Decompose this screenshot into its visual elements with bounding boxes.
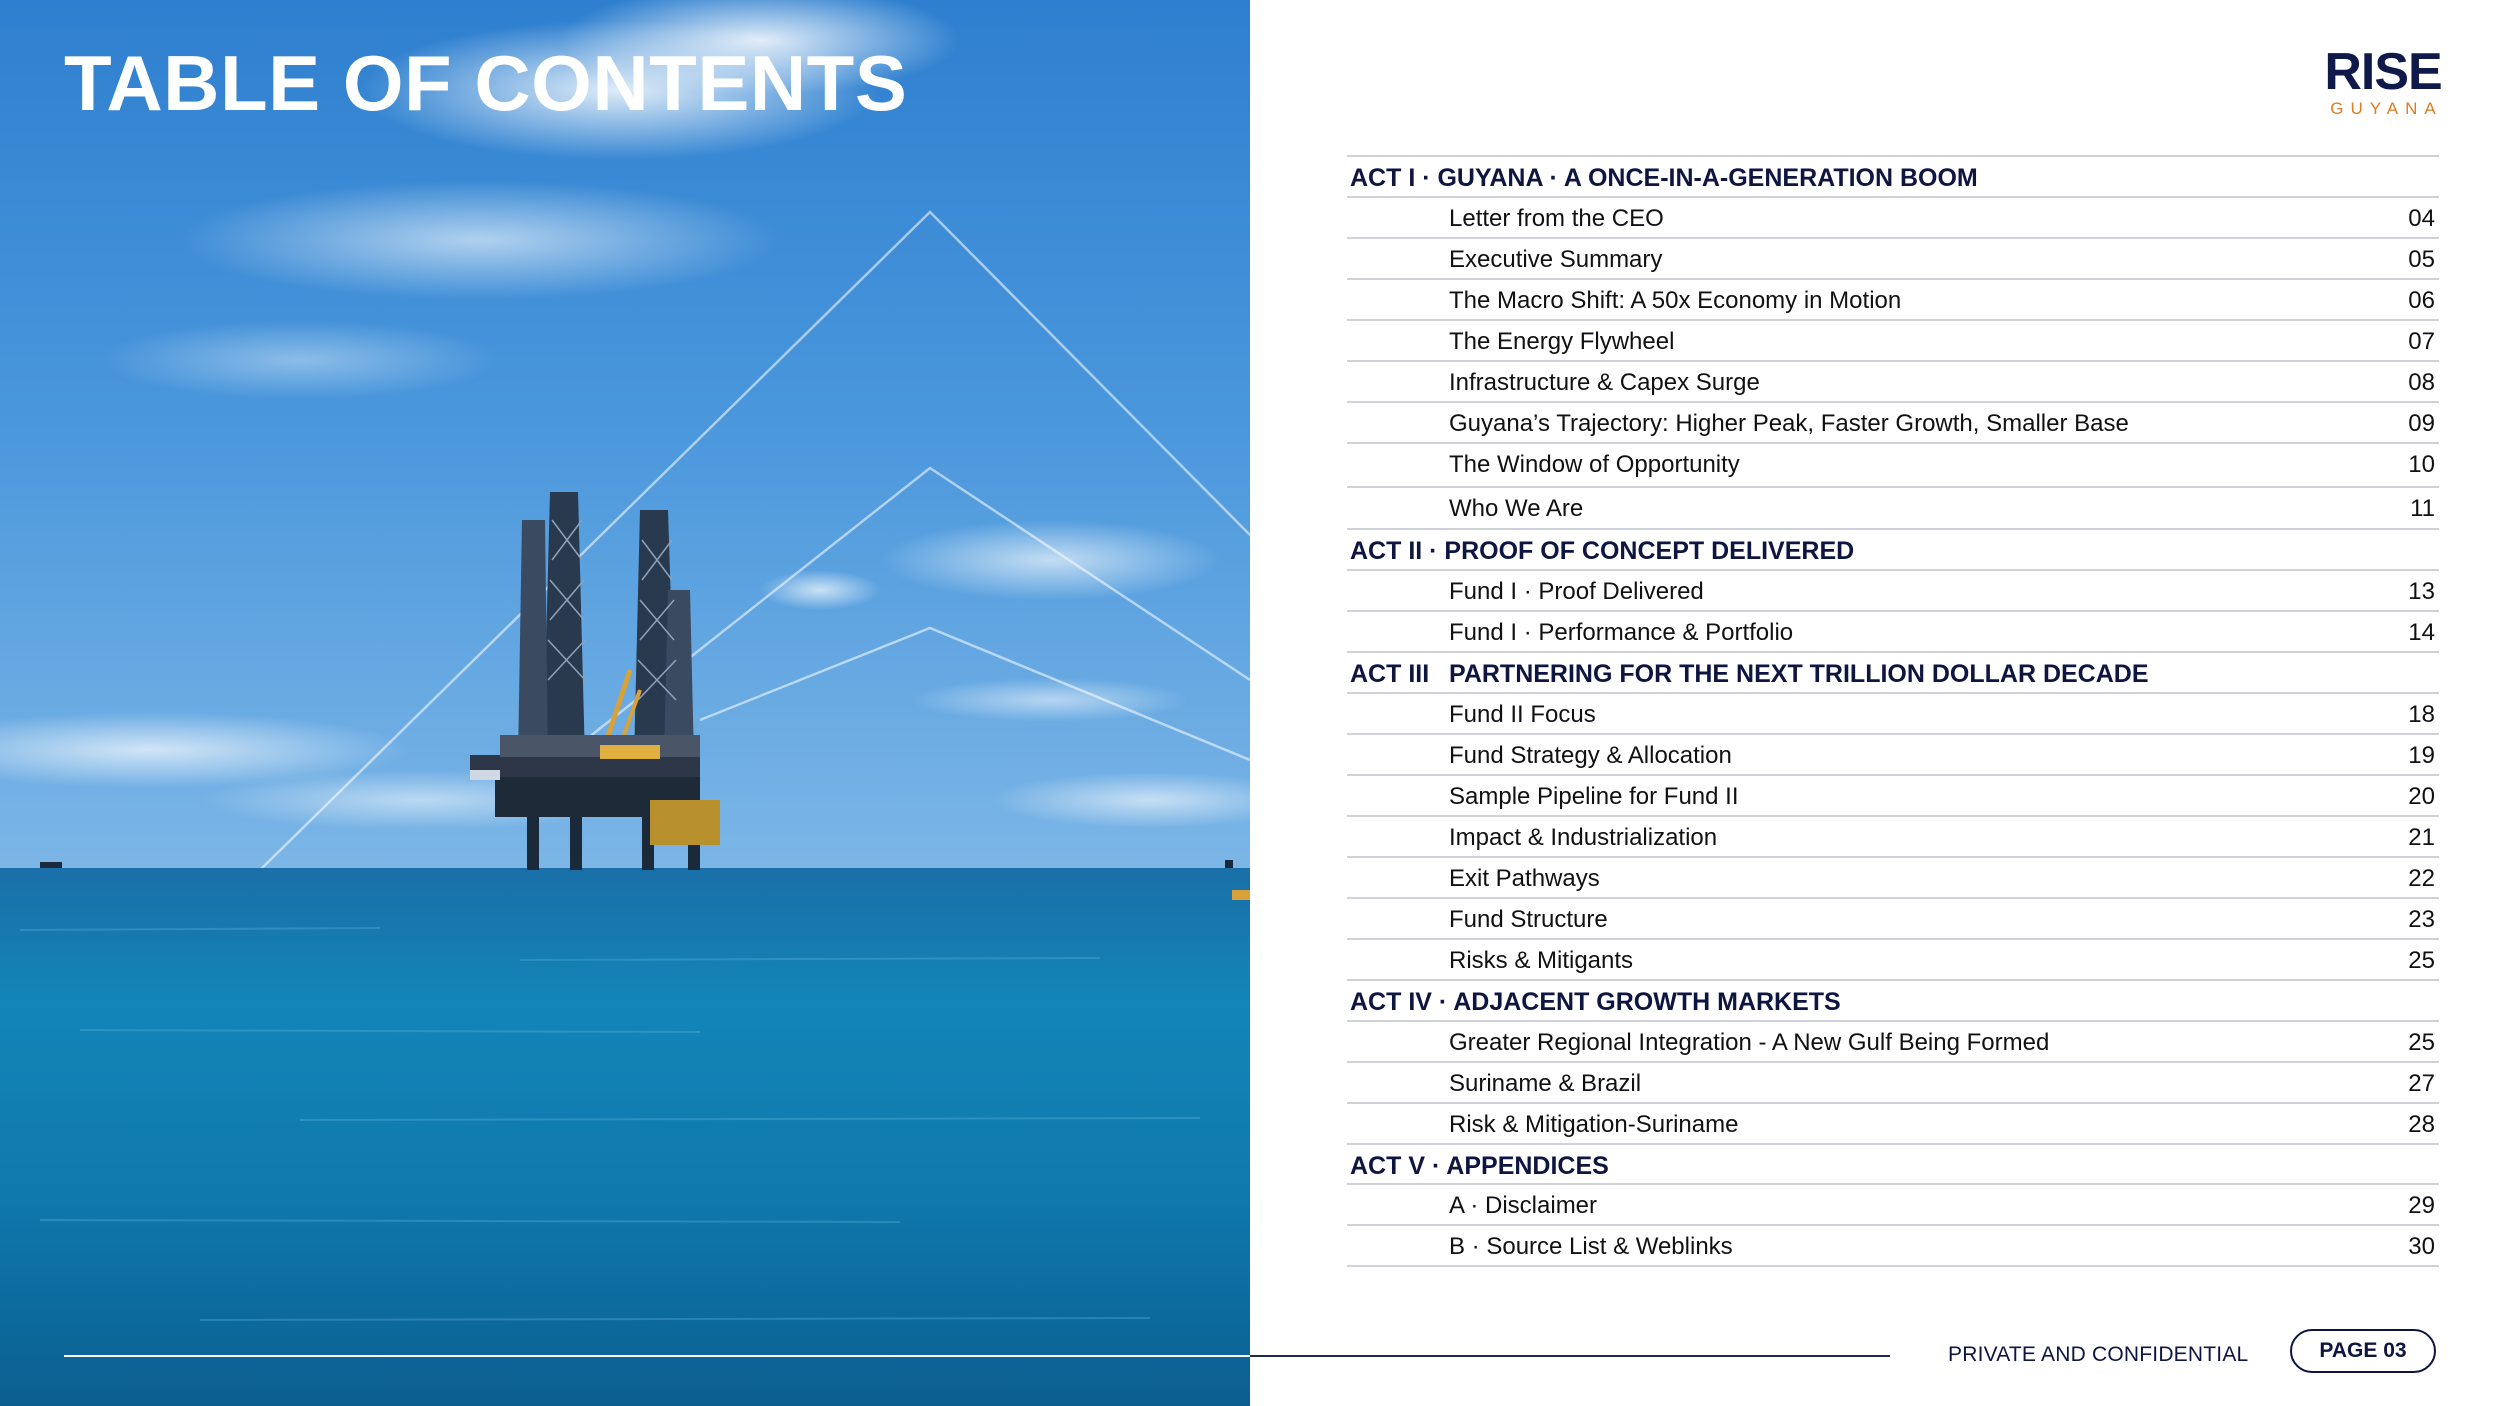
toc-entry-label: Infrastructure & Capex Surge: [1449, 368, 1760, 396]
toc-entry-page: 06: [2408, 286, 2435, 314]
toc-entry-page: 19: [2408, 741, 2435, 769]
toc-act-heading: [1347, 1145, 2439, 1186]
toc-entry-page: 25: [2408, 946, 2435, 974]
toc-entry[interactable]: [1347, 362, 2439, 403]
toc-entry-page: 13: [2408, 577, 2435, 605]
toc-entry-label: Fund II Focus: [1449, 700, 1596, 728]
act-title: ACT I · GUYANA · A ONCE-IN-A-GENERATION BOOM: [1350, 164, 1978, 192]
toc-entry[interactable]: [1347, 403, 2439, 444]
toc-entry[interactable]: [1347, 858, 2439, 899]
act-title: ACT V · APPENDICES: [1350, 1151, 1609, 1180]
toc-entry[interactable]: [1347, 1104, 2439, 1145]
confidential-notice: PRIVATE AND CONFIDENTIAL: [1948, 1343, 2249, 1366]
footer-rule-right: [1250, 1355, 1890, 1357]
act-number: ACT III: [1350, 659, 1430, 688]
toc-entry-page: 28: [2408, 1110, 2435, 1138]
rise-guyana-logo: [2322, 43, 2444, 118]
toc-entry[interactable]: [1347, 817, 2439, 858]
toc-entry-page: 22: [2408, 864, 2435, 892]
toc-entry-label: The Window of Opportunity: [1449, 450, 1740, 478]
toc-entry-label: Fund I · Proof Delivered: [1449, 577, 1704, 605]
toc-entry-label: The Energy Flywheel: [1449, 327, 1675, 355]
toc-entry-label: Exit Pathways: [1449, 864, 1600, 892]
toc-entry-page: 30: [2408, 1233, 2435, 1261]
toc-entry-page: 21: [2408, 823, 2435, 851]
toc-entry[interactable]: [1347, 1022, 2439, 1063]
toc-entry-label: Suriname & Brazil: [1449, 1069, 1642, 1097]
toc-entry-page: 27: [2408, 1069, 2435, 1097]
toc-entry-page: 20: [2408, 782, 2435, 810]
toc-entry-label: Fund Strategy & Allocation: [1449, 741, 1732, 769]
toc-entry-label: A · Disclaimer: [1449, 1192, 1598, 1220]
toc-entry-label: Executive Summary: [1449, 245, 1663, 273]
toc-entry-label: Risks & Mitigants: [1449, 946, 1634, 974]
toc-entry[interactable]: [1347, 1185, 2439, 1226]
toc-entry-label: Sample Pipeline for Fund II: [1449, 782, 1739, 810]
toc-entry[interactable]: [1347, 940, 2439, 981]
logo-subtitle: GUYANA: [2330, 99, 2443, 118]
toc-entry-page: 07: [2408, 327, 2435, 355]
page-number-badge: PAGE 03: [2290, 1329, 2436, 1373]
toc-entry-page: 04: [2408, 204, 2435, 232]
toc-entry[interactable]: [1347, 1063, 2439, 1104]
toc-entry-page: 11: [2410, 494, 2435, 522]
toc-entry-page: 05: [2408, 245, 2435, 273]
toc-entry-label: Who We Are: [1449, 494, 1584, 522]
page-title: TABLE OF CONTENTS: [64, 39, 908, 127]
toc-act-heading: [1347, 530, 2439, 571]
toc-entry-label: Letter from the CEO: [1449, 204, 1664, 232]
toc-entry[interactable]: [1347, 280, 2439, 321]
toc-act-heading: [1347, 157, 2439, 198]
toc-entry-page: 18: [2408, 700, 2435, 728]
toc-entry[interactable]: [1347, 776, 2439, 817]
toc-entry-label: Impact & Industrialization: [1449, 823, 1718, 851]
toc-entry-label: Guyana’s Trajectory: Higher Peak, Faster Growth, Smaller Base: [1449, 409, 2129, 437]
toc-entry[interactable]: [1347, 694, 2439, 735]
footer-rule-left: [64, 1355, 1250, 1357]
toc-entry[interactable]: [1347, 899, 2439, 940]
toc-entry-page: 29: [2408, 1192, 2435, 1220]
toc-entry-label: The Macro Shift: A 50x Economy in Motion: [1449, 286, 1902, 314]
act-title: PARTNERING FOR THE NEXT TRILLION DOLLAR DECADE: [1449, 659, 2149, 688]
toc-entry[interactable]: [1347, 239, 2439, 280]
oil-rig: [470, 492, 720, 870]
sea: [0, 868, 1250, 1406]
toc-entry-label: Greater Regional Integration - A New Gulf Being Formed: [1449, 1028, 2050, 1056]
act-title: ACT IV · ADJACENT GROWTH MARKETS: [1350, 987, 1841, 1016]
toc-act-heading: [1347, 981, 2439, 1022]
logo-wordmark: RISE: [2324, 43, 2442, 101]
toc-entry-page: 08: [2408, 368, 2435, 396]
toc-entry[interactable]: [1347, 198, 2439, 239]
toc-entry-label: Fund Structure: [1449, 905, 1608, 933]
toc-entry-page: 09: [2408, 409, 2435, 437]
toc-entry[interactable]: [1347, 571, 2439, 612]
toc-list: [1347, 155, 2439, 1267]
act-title: ACT II · PROOF OF CONCEPT DELIVERED: [1350, 536, 1855, 565]
toc-entry-page: 25: [2408, 1028, 2435, 1056]
toc-entry-page: 14: [2408, 618, 2435, 646]
toc-entry-label: Risk & Mitigation-Suriname: [1449, 1110, 1739, 1138]
toc-entry[interactable]: [1347, 735, 2439, 776]
toc-entry[interactable]: [1347, 444, 2439, 488]
toc-entry[interactable]: [1347, 321, 2439, 362]
toc-entry[interactable]: [1347, 612, 2439, 653]
toc-entry[interactable]: [1347, 1226, 2439, 1267]
toc-entry-label: Fund I · Performance & Portfolio: [1449, 618, 1794, 646]
toc-entry-page: 10: [2408, 450, 2435, 478]
toc-entry-label: B · Source List & Weblinks: [1449, 1233, 1733, 1261]
toc-entry[interactable]: [1347, 488, 2439, 530]
toc-act-heading: [1347, 653, 2439, 694]
toc-entry-page: 23: [2408, 905, 2435, 933]
